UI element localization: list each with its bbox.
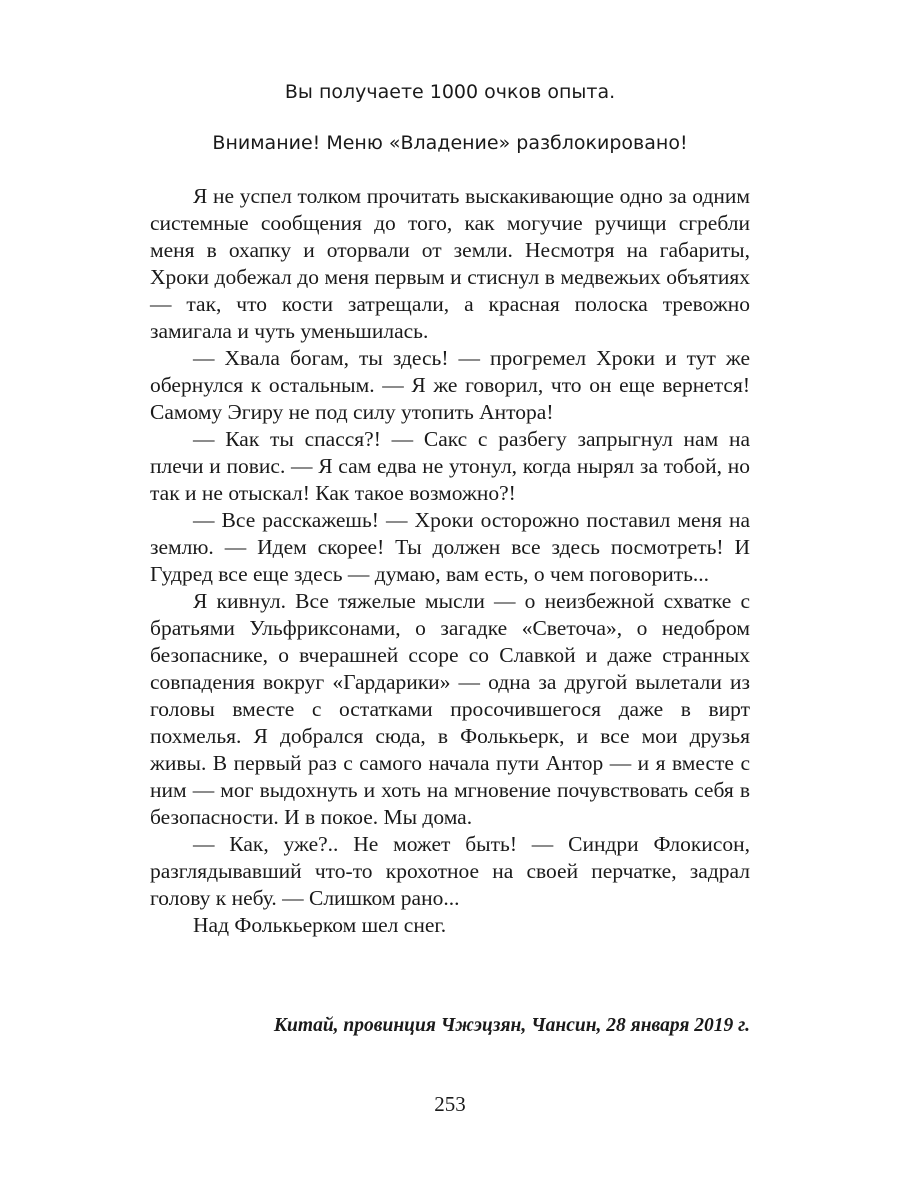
paragraph: Я кивнул. Все тяжелые мысли — о неизбежной схватке с братьями Ульфриксонами, о загадке «Светоча», о недобром безопаснике, о вчерашней ссоре со Славкой и даже странных совпадения вокруг «Гардарики» — одна за другой вылетали из головы вместе с остатками просочившегося даже в вирт похмелья. Я добрался сюда, в Фолькьерк, и все мои друзья живы. В первый раз с самого начала пути Антор — и я вместе с ним — мог выдохнуть и хоть на мгновение почувствовать себя в безопасности. И в покое. Мы дома. [150,589,750,829]
paragraph: — Хвала богам, ты здесь! — прогремел Хроки и тут же обернулся к остальным. — Я же говорил, что он еще вернется! Самому Эгиру не под силу утопить Антора! [150,346,750,424]
system-message-experience: Вы получаете 1000 очков опыта. [284,81,616,103]
place-date-signature: Китай, провинция Чжэцзян, Чансин, 28 января 2019 г. [273,1015,750,1036]
paragraph: Над Фолькьерком шел снег. [193,913,447,937]
page-number: 253 [434,1092,466,1116]
paragraph: — Как, уже?.. Не может быть! — Синдри Флокисон, разглядывавший что-то крохотное на своей перчатке, задрал голову к небу. — Слишком рано... [150,832,750,910]
paragraph: Я не успел толком прочитать выскакивающие одно за одним системные сообщения до того, как могучие ручищи сгребли меня в охапку и оторвали от земли. Несмотря на габариты, Хроки добежал до меня первым и стиснул в медвежьих объятиях — так, что кости затрещали, а красная полоска тревожно замигала и чуть уменьшилась. [150,184,750,343]
system-message-menu-unlocked: Внимание! Меню «Владение» разблокировано! [212,132,688,154]
paragraph: — Все расскажешь! — Хроки осторожно поставил меня на землю. — Идем скорее! Ты должен все здесь посмотреть! И Гудред все еще здесь — думаю, вам есть, о чем поговорить... [150,508,750,586]
body-text [150,183,750,939]
paragraph: — Как ты спасся?! — Сакс с разбегу запрыгнул нам на плечи и повис. — Я сам едва не утонул, когда нырял за тобой, но так и не отыскал! Как такое возможно?! [150,427,750,505]
